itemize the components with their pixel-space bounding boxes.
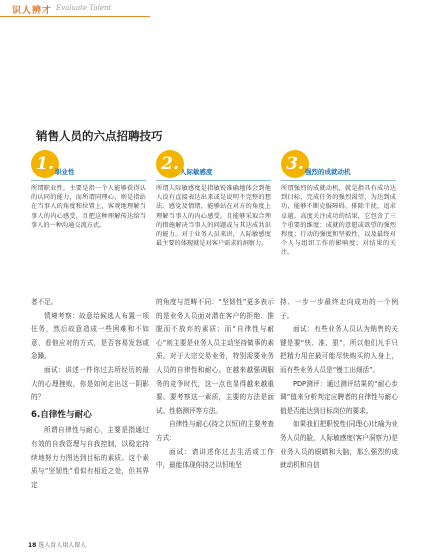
paragraph: 面试：讲述一件你过去所经历的最大的心理挫败，你是如何走出这一阴影的？	[31, 365, 149, 402]
tip-card-1	[31, 150, 146, 290]
paragraph: PDP测评：通过测评结果的“耐心步调”值来分析判定应聘者的自律性与耐心值是否能达到目标岗位的要求。	[280, 379, 398, 415]
paragraph: 所谓自律性与耐心，主要是指通过有效的自我管理与自我控制，以稳定持续地努力力图达到目标的素质。这个素质与“坚韧性”看似有相近之处，但其界定	[31, 426, 149, 489]
text-column-1	[31, 296, 149, 492]
paragraph: 如果我们把职悦性(同理心)比喻为业务人员的脸，人际敏感度(客户洞察力)是业务人员的眼睛和大脑，那么强烈的成就动机和自信	[280, 420, 398, 470]
tip-card-2	[156, 150, 271, 290]
text-column-3	[280, 296, 398, 473]
paragraph: 的角度与范畴不同：“坚韧性”更多表示的是业务人员面对潜在客户的拒绝、推脱而不放弃的素质；而“自律性与耐心”则主要是业务人员主动坚持做事的素质。对于大宗交易业务，特别需要业务人员的自律性和耐心。在越来越强调服务的竞争时代，这一点也显得越来越重要。要考察这一素质，主要的方法是面试、性格测评等方法。	[156, 298, 274, 415]
section-header	[0, 0, 427, 22]
number-badge: 1.	[31, 150, 59, 178]
card-body: 所谓职业性，主要是指一个人能够获得认的认同的能力，而所谓同理心，则是指站在当事人的角度和位置上，客观地理解当事人的内心感受，且把这种理解传达给当事人的一种沟通交流方式。	[31, 185, 146, 229]
number-badge: 2.	[156, 150, 184, 178]
card-divider	[31, 180, 146, 181]
card-divider	[281, 180, 396, 181]
article-title: 销售人员的六点招聘技巧	[36, 129, 163, 143]
paragraph: 持、一步一步最终走向成功的一个例子。	[280, 298, 398, 320]
magazine-name: 选人育人用人留人	[38, 542, 87, 549]
tip-card-3	[281, 150, 396, 290]
text-column-2	[156, 296, 274, 473]
card-body: 所谓强烈的成就动机，就是指具有成功达到目标、完成任务的强烈渴望，为达到成功，能够不断克服障碍，排除干扰，追求卓越。高度关注成功的结果，它包含了三个重要的维度：成就的意愿或欲望的强烈程度；行动的强度和坚毅性，以及最终对个人与组织工作的影响度；对结果的关注。	[281, 185, 396, 257]
paragraph: 自律性与耐心(持之以恒)的主要考查方式：	[156, 420, 274, 442]
paragraph: 情境考察：故意给候选人布置一项任务，然后故意造成一些困难和不如意，看他应对的方式，是否容易发怒或急躁。	[31, 311, 149, 361]
number-badge: 3.	[281, 150, 309, 178]
paragraph: 者不足。	[31, 298, 58, 306]
paragraph: 面试：有些业务人员认为销售的关键是要“快、准、狠”，所以他们凡手只把精力用在最可能尽快购买的人身上，而有些业务人员是“慢工出细活”。	[280, 325, 398, 374]
card-divider	[156, 180, 271, 181]
section-title-cn: 识人辨才	[12, 6, 53, 16]
paragraph: 面试：请讲述你过去生活或工作中，最能体现你持之以恒地坚	[156, 447, 274, 470]
section-title-en: Evaluate Talent	[56, 4, 112, 12]
card-heading: 人际敏感度	[180, 168, 213, 176]
card-body: 所谓人际敏感度是指敏锐准确地体会到他人没有直接表达出来或是说明不完整的想法、感觉及情绪，能够站在对方的角度上理解当事人的内心感受。且能够采取合理的措施解决当事人的问题或与其达成共识的能力。对于业务人员来讲，人际敏感度最主要的体现就是对客户需求的洞察力。	[156, 185, 271, 248]
card-heading: 职业性	[55, 168, 75, 176]
subheading: 6.自律性与耐心	[31, 409, 92, 420]
page-footer	[28, 540, 86, 549]
page-number: 18	[28, 542, 37, 549]
card-heading: 强烈的成就动机	[305, 168, 351, 176]
